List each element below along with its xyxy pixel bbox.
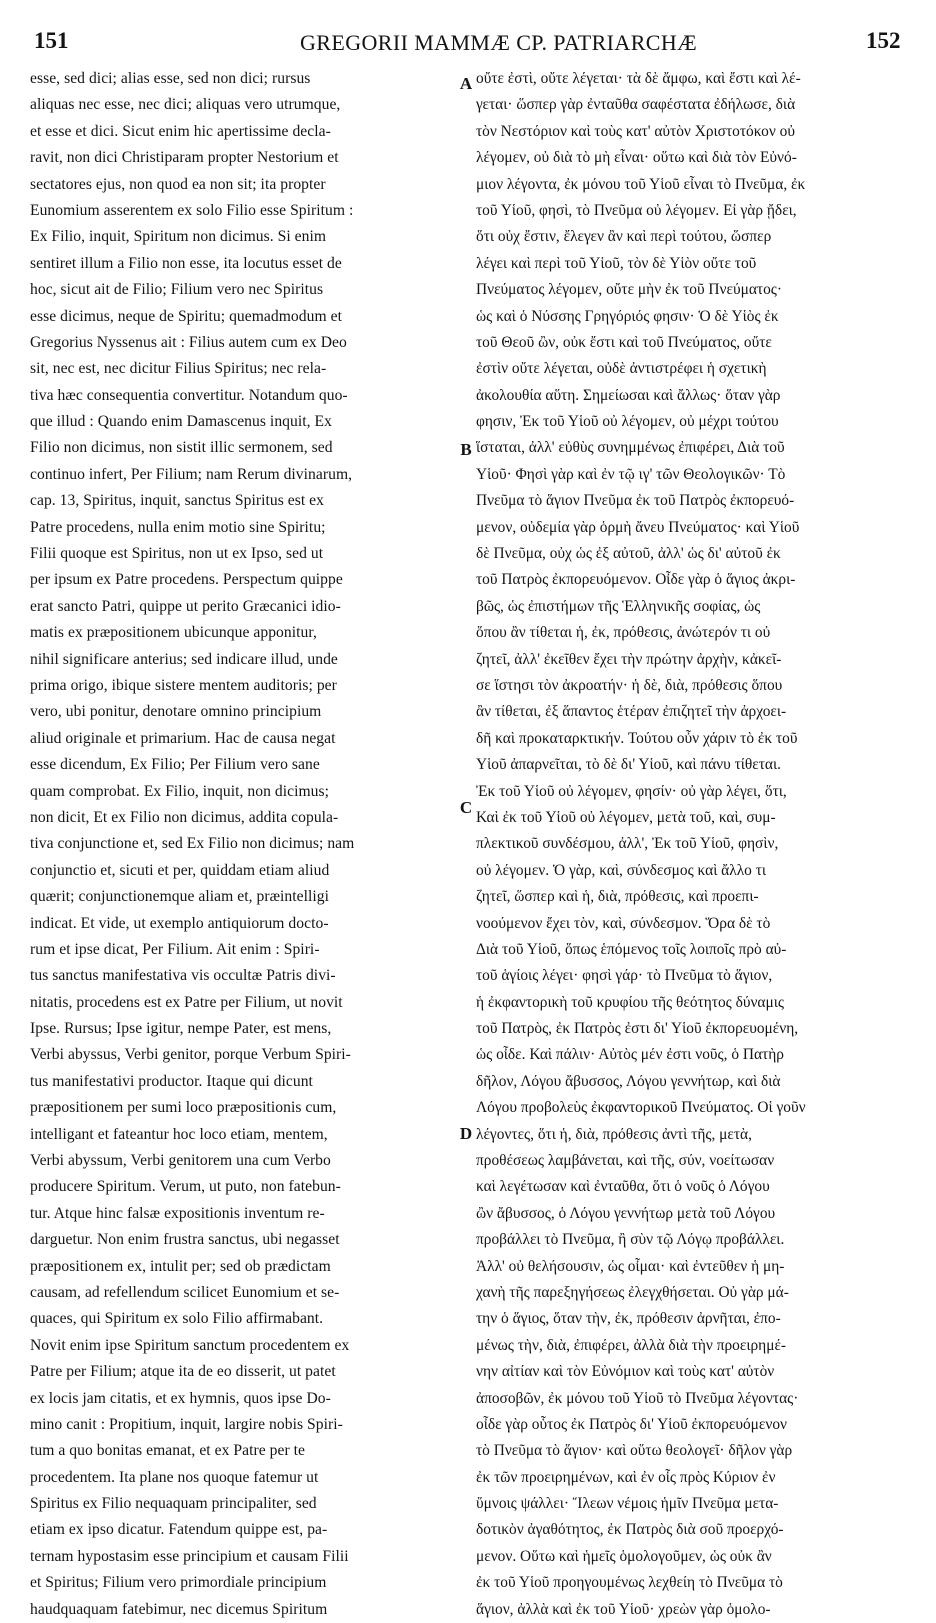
greek-text-line: τοῦ Πατρὸς ἐκπορευόμενον. Οἶδε γὰρ ὁ ἅγιος ἀκρι- <box>476 571 796 589</box>
greek-text-line: τοῦ Υἱοῦ, φησὶ, τὸ Πνεῦμα οὐ λέγομεν. Εἰ γὰρ ᾔδει, <box>476 201 797 219</box>
latin-text-line: producere Spiritum. Verum, ut puto, non fatebun- <box>30 1178 341 1196</box>
greek-text-line: ἀποσοβῶν, ἐκ μόνου τοῦ Υἱοῦ τὸ Πνεῦμα λέγοντας· <box>476 1389 799 1407</box>
latin-text-line: Filio non dicimus, non sistit illic sermonem, sed <box>30 439 333 457</box>
greek-text-line: οἶδε γὰρ οὗτος ἐκ Πατρὸς δι' Υἱοῦ ἐκπορευόμενον <box>476 1415 788 1433</box>
greek-text-line: Ἐκ τοῦ Υἱοῦ οὐ λέγομεν, φησίν· οὐ γὰρ λέγει, ὅτι, <box>476 782 787 800</box>
latin-text-line: Verbi abyssum, Verbi genitorem una cum Verbo <box>30 1152 331 1170</box>
latin-text-line: et esse et dici. Sicut enim hic apertissime decla- <box>30 122 331 140</box>
latin-text-line: intelligant et fateantur hoc loco etiam, mentem, <box>30 1125 328 1143</box>
greek-text-line: ὡς καὶ ὁ Νύσσης Γρηγόριός φησιν· Ὁ δὲ Υἱὸς ἐκ <box>476 307 779 325</box>
latin-text-line: Verbi abyssus, Verbi genitor, porque Verbum Spiri- <box>30 1046 351 1064</box>
greek-text-line: Υἱοῦ ἀπαρνεῖται, τὸ δὲ δι' Υἱοῦ, καὶ πάνυ τίθεται. <box>476 756 781 774</box>
greek-text-line: ὅπου ἂν τίθεται ἡ, ἐκ, πρόθεσις, ἀνώτερόν τι οὐ <box>476 624 771 642</box>
greek-text-line: ἐκ τῶν προειρημένων, καὶ ἐν οἷς πρὸς Κύριον ἐν <box>476 1468 776 1486</box>
latin-text-line: Patre procedens, nulla enim motio sine Spiritu; <box>30 518 326 536</box>
latin-text-line: sit, nec est, nec dicitur Filius Spiritus; nec rela- <box>30 360 327 378</box>
greek-text-line: καὶ λεγέτωσαν καὶ ἐνταῦθα, ὅτι ὁ νοῦς ὁ Λόγου <box>476 1178 770 1196</box>
greek-text-line: προβάλλει τὸ Πνεῦμα, ἢ σὺν τῷ Λόγῳ προβάλλει. <box>476 1231 785 1249</box>
greek-text-line: ὢν ἄβυσσος, ὁ Λόγου γεννήτωρ μετὰ τοῦ Λόγου <box>476 1204 776 1222</box>
page-header <box>0 28 936 60</box>
greek-text-line: τὸ Πνεῦμα τὸ ἅγιον· καὶ οὕτω θεολογεῖ· δῆλον γὰρ <box>476 1442 793 1460</box>
greek-text-line: δῆ καὶ προκαταρκτικήν. Τούτου οὖν χάριν τὸ ἐκ τοῦ <box>476 729 798 747</box>
greek-text-line: Πνεῦμα τὸ ἅγιον Πνεῦμα ἐκ τοῦ Πατρὸς ἐκπορευό- <box>476 492 795 510</box>
greek-text-line: ζητεῖ, ὥσπερ καὶ ἡ, διὰ, πρόθεσις, καὶ προεπι- <box>476 888 759 906</box>
latin-text-line: Ex Filio, inquit, Spiritum non dicimus. Si enim <box>30 228 327 246</box>
latin-text-line: esse dicimus, neque de Spiritu; quemadmodum et <box>30 307 342 325</box>
latin-text-line: præpositionem ex, intulit per; sed ob prædictam <box>30 1257 331 1275</box>
latin-text-line: Patre per Filium; atque ita de eo disserit, ut patet <box>30 1363 336 1381</box>
latin-text-line: cap. 13, Spiritus, inquit, sanctus Spiritus est ex <box>30 492 324 510</box>
greek-text-line: Ἀλλ' οὐ θελήσουσιν, ὡς οἶμαι· καὶ ἐντεῦθεν ἡ μη- <box>476 1257 785 1275</box>
latin-text-line: causam, ad refellendum scilicet Eunomium et se- <box>30 1283 340 1301</box>
latin-text-line: Novit enim ipse Spiritum sanctum procedentem ex <box>30 1336 350 1354</box>
latin-text-line: esse dicendum, Ex Filio; Per Filium vero sane <box>30 756 320 774</box>
latin-text-line: nihil significare anterius; sed indicare illud, unde <box>30 650 338 668</box>
greek-text-line: Πνεύματος λέγομεν, οὔτε μὴν ἐκ τοῦ Πνεύματος· <box>476 281 782 299</box>
latin-text-line: continuo infert, Per Filium; nam Rerum divinarum, <box>30 465 353 483</box>
latin-text-line: mino canit : Propitium, inquit, largire nobis Spiri- <box>30 1415 343 1433</box>
latin-text-line: vero, ubi ponitur, denotare omnino principium <box>30 703 322 721</box>
greek-text-line: ἐκ τοῦ Υἱοῦ προηγουμένως λεχθείη τὸ Πνεῦμα τὸ <box>476 1574 783 1592</box>
greek-text-line: νοούμενον ἔχει τὸν, καὶ, σύνδεσμον. Ὅρα δὲ τὸ <box>476 914 771 932</box>
latin-text-line: erat sancto Patri, quippe ut perito Græcanici idio- <box>30 597 341 615</box>
latin-column <box>30 66 458 1618</box>
margin-marker-c: C <box>459 798 473 817</box>
greek-text-line: ὅτι οὐχ ἔστιν, ἔλεγεν ἂν καὶ περὶ τούτου, ὥσπερ <box>476 228 772 246</box>
greek-text-line: δῆλον, Λόγου ἄβυσσος, Λόγου γεννήτωρ, καὶ διὰ <box>476 1072 781 1090</box>
latin-text-line: tum a quo bonitas emanat, et ex Patre per te <box>30 1442 305 1460</box>
greek-text-line: βῶς, ὡς ἐπιστήμων τῆς Ἑλληνικῆς σοφίας, ὡς <box>476 597 761 615</box>
margin-marker-b: B <box>460 440 472 459</box>
greek-text-line: μένως τὴν, διὰ, ἐπιφέρει, ἀλλὰ διὰ τὴν προειρημέ- <box>476 1336 787 1354</box>
latin-text-line: Ipse. Rursus; Ipse igitur, nempe Pater, est mens, <box>30 1020 332 1038</box>
greek-text-line: ἅγιον, ἀλλὰ καὶ ἐκ τοῦ Υἱοῦ· χρεὼν γὰρ ὁμολο- <box>476 1600 771 1618</box>
margin-marker-a: A <box>459 74 473 93</box>
greek-text-line: Υἱοῦ· Φησὶ γὰρ καὶ ἐν τῷ ιγ' τῶν Θεολογικῶν· Τὸ <box>476 465 786 483</box>
greek-text-line: τοῦ Θεοῦ ὢν, οὐκ ἔστι καὶ τοῦ Πνεύματος, οὔτε <box>476 333 772 351</box>
greek-text-line: ἐστὶν οὔτε λέγεται, οὐδὲ ἀντιστρέφει ἡ σχετικὴ <box>476 360 767 378</box>
greek-text-line: οὔτε ἐστὶ, οὔτε λέγεται· τὰ δὲ ἄμφω, καὶ ἔστι καὶ λέ- <box>476 70 801 87</box>
latin-text-line: darguetur. Non enim frustra sanctus, ubi negasset <box>30 1231 340 1249</box>
latin-text-line: ex locis jam citatis, et ex hymnis, quos ipse Do- <box>30 1389 331 1407</box>
greek-text-line: μιον λέγοντα, ἐκ μόνου τοῦ Υἱοῦ εἶναι τὸ Πνεῦμα, ἐκ <box>476 175 806 193</box>
greek-column <box>476 66 906 1618</box>
greek-text-line: μενον, οὐδεμία γὰρ ὁρμὴ ἄνευ Πνεύματος· καὶ Υἱοῦ <box>476 518 800 536</box>
greek-text-line: τὸν Νεστόριον καὶ τοὺς κατ' αὐτὸν Χριστοτόκον οὐ <box>476 122 795 140</box>
latin-text-line: tiva hæc consequentia convertitur. Notandum quo- <box>30 386 348 404</box>
latin-text-line: aliud originale et primarium. Hac de causa negat <box>30 729 336 747</box>
latin-text-line: Spiritus ex Filio nequaquam principaliter, sed <box>30 1495 317 1513</box>
greek-text-line: Λόγου προβολεὺς ἐκφαντορικοῦ Πνεύματος. Οἱ γοῦν <box>476 1099 806 1117</box>
page-number-right: 152 <box>866 28 901 53</box>
greek-text-line: χανὴ τῆς παρεξηγήσεως ἐλεγχθήσεται. Οὐ γὰρ μά- <box>476 1283 789 1301</box>
latin-text-line: haudquaquam fatebimur, nec dicemus Spiritum <box>30 1600 328 1618</box>
greek-text-line: φησιν, Ἐκ τοῦ Υἱοῦ οὐ λέγομεν, οὐ μέχρι τούτου <box>476 413 779 431</box>
latin-text-line: non dicit, Et ex Filio non dicimus, addita copula- <box>30 808 339 826</box>
latin-text-line: tiva conjunctione et, sed Ex Filio non dicimus; nam <box>30 835 355 853</box>
latin-text-line: Eunomium asserentem ex solo Filio esse Spiritum : <box>30 201 354 219</box>
latin-text-line: sentiret illum a Filio non esse, ita locutus esset de <box>30 254 342 272</box>
greek-text-line: Καὶ ἐκ τοῦ Υἱοῦ οὐ λέγομεν, μετὰ τοῦ, καὶ, συμ- <box>476 808 776 826</box>
running-title: GREGORII MAMMÆ CP. PATRIARCHÆ <box>300 30 698 55</box>
greek-text-line: μενον. Οὕτω καὶ ἡμεῖς ὁμολογοῦμεν, ὡς οὐκ ἂν <box>476 1547 772 1565</box>
latin-text-line: rum et ipse dicat, Per Filium. Ait enim : Spiri- <box>30 940 320 958</box>
latin-text-line: quaces, qui Spiritum ex solo Filio affirmabant. <box>30 1310 324 1328</box>
latin-text-line: prima origo, ibique sistere mentem auditoris; per <box>30 676 337 694</box>
greek-text-line: δὲ Πνεῦμα, οὐχ ὡς ἐξ αὐτοῦ, ἀλλ' ὡς δι' αὐτοῦ ἐκ <box>476 545 781 563</box>
latin-text-line: tus sanctus manifestativa vis occultæ Patris divi- <box>30 967 336 985</box>
greek-text-line: ἵσταται, ἀλλ' εὐθὺς συνημμένως ἐπιφέρει, Διὰ τοῦ <box>476 439 785 457</box>
latin-text-line: nitatis, procedens est ex Patre per Filium, ut novit <box>30 993 343 1011</box>
latin-text-line: tus manifestativi productor. Itaque qui dicunt <box>30 1072 313 1090</box>
latin-text-line: tur. Atque hinc falsæ expositionis inventum re- <box>30 1204 325 1222</box>
latin-text-line: esse, sed dici; alias esse, sed non dici; rursus <box>30 70 311 87</box>
greek-text-line: νην αἰτίαν καὶ τὸν Εὐνόμιον καὶ τοὺς κατ' αὐτὸν <box>476 1363 775 1381</box>
greek-text-line: λέγοντες, ὅτι ἡ, διὰ, πρόθεσις ἀντὶ τῆς, μετὰ, <box>476 1125 752 1143</box>
latin-text-line: procedentem. Ita plane nos quoque fatemur ut <box>30 1468 319 1486</box>
greek-text-line: ζητεῖ, ἀλλ' ἐκεῖθεν ἔχει τὴν πρώτην ἀρχὴν, κἀκεῖ- <box>476 650 782 668</box>
latin-text-line: conjunctio et, sicuti et per, quiddam etiam aliud <box>30 861 330 879</box>
greek-text-line: πλεκτικοῦ συνδέσμου, ἀλλ', Ἐκ τοῦ Υἱοῦ, φησὶν, <box>476 835 779 853</box>
greek-text-line: Διὰ τοῦ Υἱοῦ, ὅπως ἑπόμενος τοῖς λοιποῖς πρὸ αὐ- <box>476 940 787 958</box>
latin-text-line: per ipsum ex Patre procedens. Perspectum quippe <box>30 571 343 589</box>
latin-text-line: Filii quoque est Spiritus, non ut ex Ipso, sed ut <box>30 545 324 563</box>
greek-text-line: λέγομεν, οὐ διὰ τὸ μὴ εἶναι· οὕτω καὶ διὰ τὸν Εὐνό- <box>476 149 797 167</box>
latin-text-line: matis ex præpositionem ubicunque apponitur, <box>30 624 317 642</box>
greek-text-line: λέγει καὶ περὶ τοῦ Υἱοῦ, τὸν δὲ Υἱὸν οὔτε τοῦ <box>476 254 757 272</box>
latin-text-line: sectatores ejus, non quod ea non sit; ita propter <box>30 175 326 193</box>
greek-text-line: σε ἵστησι τὸν ἀκροατήν· ἡ δὲ, διὰ, πρόθεσις ὅπου <box>476 676 783 694</box>
latin-text-line: et Spiritus; Filium vero primordiale principium <box>30 1574 327 1592</box>
greek-text-line: δοτικὸν ἀγαθότητος, ἐκ Πατρὸς διὰ σοῦ προερχό- <box>476 1521 784 1539</box>
latin-text-line: quam comprobat. Ex Filio, inquit, non dicimus; <box>30 782 329 800</box>
greek-text-line: ὡς οἶδε. Καὶ πάλιν· Αὐτὸς μέν ἐστι νοῦς, ὁ Πατὴρ <box>476 1046 784 1064</box>
latin-text-line: præpositionem per sumi loco præpositionis cum, <box>30 1099 337 1117</box>
latin-text-line: que illud : Quando enim Damascenus inquit, Ex <box>30 413 332 431</box>
latin-text-line: Gregorius Nyssenus ait : Filius autem cum ex Deo <box>30 333 347 351</box>
latin-text-line: indicat. Et vide, ut exemplo antiquiorum docto- <box>30 914 329 932</box>
latin-text-line: aliquas nec esse, nec dici; aliquas vero utrumque, <box>30 96 341 114</box>
greek-text-line: τοῦ Πατρὸς, ἐκ Πατρὸς ἐστι δι' Υἱοῦ ἐκπορευομένη, <box>476 1020 799 1038</box>
greek-text-line: ἂν τίθεται, ἐξ ἅπαντος ἑτέραν ἐπιζητεῖ τὴν ἀρχοει- <box>476 703 787 721</box>
page-number-left: 151 <box>34 28 69 53</box>
latin-text-line: ravit, non dici Christiparam propter Nestorium et <box>30 149 339 167</box>
latin-text-line: quærit; conjunctionemque aliam et, præintelligi <box>30 888 330 906</box>
greek-text-line: προθέσεως λαμβάνεται, καὶ τῆς, σύν, νοείτωσαν <box>476 1152 775 1170</box>
greek-text-line: την ὁ ἅγιος, ὅταν τὴν, ἐκ, πρόθεσιν ἀρνῆται, ἐπο- <box>476 1310 781 1328</box>
greek-text-line: ἀκολουθία αὕτη. Σημείωσαι καὶ ἄλλως· ὅταν γὰρ <box>476 386 781 404</box>
latin-text-line: etiam ex ipso dicatur. Fatendum quippe est, pa- <box>30 1521 328 1539</box>
greek-text-line: τοῦ ἁγίοις λέγει· φησὶ γάρ· τὸ Πνεῦμα τὸ ἅγιον, <box>476 967 773 985</box>
greek-text-line: ἡ ἐκφαντορικὴ τοῦ κρυφίου τῆς θεότητος δύναμις <box>476 993 784 1011</box>
margin-marker-d: D <box>459 1124 473 1143</box>
latin-text-line: ternam hypostasim esse principium et causam Filii <box>30 1547 349 1565</box>
greek-text-line: γεται· ὥσπερ γὰρ ἐνταῦθα σαφέστατα ἐδήλωσε, διὰ <box>476 96 796 114</box>
greek-text-line: οὐ λέγομεν. Ὁ γὰρ, καὶ, σύνδεσμος καὶ ἄλλο τι <box>476 861 767 879</box>
greek-text-line: ὕμνοις ψάλλει· Ἵλεων νέμοις ἡμῖν Πνεῦμα μετα- <box>476 1495 779 1513</box>
latin-text-line: hoc, sicut ait de Filio; Filium vero nec Spiritus <box>30 281 324 299</box>
